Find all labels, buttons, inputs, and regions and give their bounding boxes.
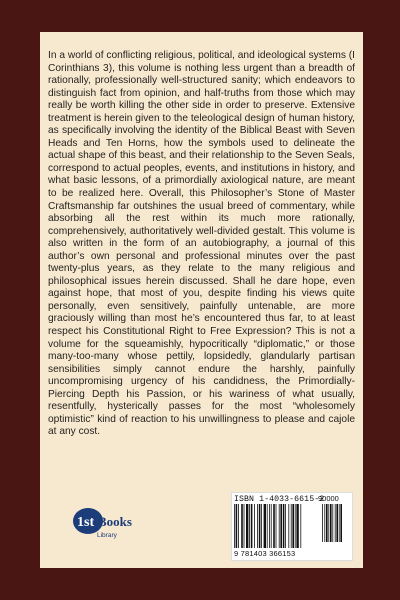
logo-books-text: Books [98, 514, 132, 529]
barcode-stripe [273, 504, 275, 548]
publisher-logo [70, 506, 132, 544]
barcode-stripe [295, 504, 296, 548]
barcode-stripe [264, 504, 266, 548]
barcode-stripe [246, 504, 248, 548]
back-cover-blurb: In a world of conflicting religious, political, and ideological systems (I Corinthians 3), this volume is nothing less urgent than a breadth of rationally, professionally well-structured sanity; which endeavors to distinguish fact from opinion, and half-truths from those which may really be worth killing the other side in order to preserve. Extensive treatment is herein given to the teleological design of human history, as specifically involving the identity of the Biblical Beast with Seven Heads and Ten Horns, how the symbols used to delineate the actual shape of this beast, and their relationship to the Seven Seals, correspond to actual peoples, events, and institutions in history, and what basic lessons, of a primordially axiological nature, are meant to be realized here. Overall, this Philosopher’s Stone of Master Craftsmanship far outshines the usual breed of commentary, while absorbing all the rest within its much more rationally, comprehensively, authoritatively well-divided gestalt. This volume is also written in the form of an autobiography, a journal of this author’s own personal and professional minutes over the past twenty-plus years, as they relate to the many religious and philosophical issues herein discussed. Shall he dare hope, even against hope, that most of you, despite finding his views quite personally, even sensitively, painfully untenable, are more graciously willing than most he’s encountered thus far, to at least respect his Constitutional Right to Free Expression? This is not a volume for the squeamishly, hypocritically “diplomatic,” or those many-too-many whose pettily, lopsidedly, glandularly partisan sensibilities simply cannot endure the harshly, painfully uncompromising urgency of his candidness, the Primordially-Piercing Depth his Passion, or his wariness of what usually, resentfully, hysterically passes for the most “wholesomely optimistic” kind of reaction to his unwillingness to please and cajole at any cost. [48, 50, 355, 438]
barcode-addon-stripe [326, 504, 328, 542]
barcode-stripe [288, 504, 289, 548]
barcode-addon-stripe [324, 504, 325, 542]
barcode-stripe [234, 504, 235, 548]
barcode-stripe [269, 504, 270, 548]
barcode-addon-stripe [328, 504, 329, 542]
barcode-stripe [259, 504, 261, 548]
barcode-stripe [300, 504, 301, 548]
barcode-stripe [267, 504, 268, 548]
barcode-stripe [257, 504, 258, 548]
ean-number: 9 781403 366153 [234, 549, 296, 558]
barcode-addon-stripe [332, 504, 333, 542]
barcode-stripe [276, 504, 277, 548]
barcode-addon-stripe [335, 504, 336, 542]
barcode-stripe [291, 504, 292, 548]
logo-1st-text: 1st [77, 515, 95, 530]
barcode-stripe [261, 504, 262, 548]
barcode-stripe [292, 504, 294, 548]
barcode-addon-stripe [322, 504, 323, 542]
barcode-addon-stripe [336, 504, 338, 542]
barcode-stripe [244, 504, 245, 548]
barcode-stripe [236, 504, 238, 548]
barcode-stripe [251, 504, 253, 548]
barcode-bars [234, 504, 350, 550]
isbn-barcode [231, 492, 353, 561]
barcode-stripe [285, 504, 286, 548]
logo-library-text: Library [97, 532, 117, 539]
barcode-stripe [271, 504, 272, 548]
barcode-stripe [280, 504, 282, 548]
barcode-addon-stripe [339, 504, 340, 542]
barcode-stripe [241, 504, 243, 548]
isbn-label: ISBN 1-4033-6615-2 [234, 495, 325, 504]
barcode-addon-number: 90000 [318, 494, 339, 503]
barcode-stripe [283, 504, 285, 548]
barcode-addon-stripe [340, 504, 342, 542]
barcode-stripe [279, 504, 280, 548]
barcode-stripe [254, 504, 255, 548]
barcode-stripe [296, 504, 298, 548]
barcode-stripe [249, 504, 250, 548]
barcode-addon-stripe [330, 504, 332, 542]
barcode-stripe [238, 504, 239, 548]
